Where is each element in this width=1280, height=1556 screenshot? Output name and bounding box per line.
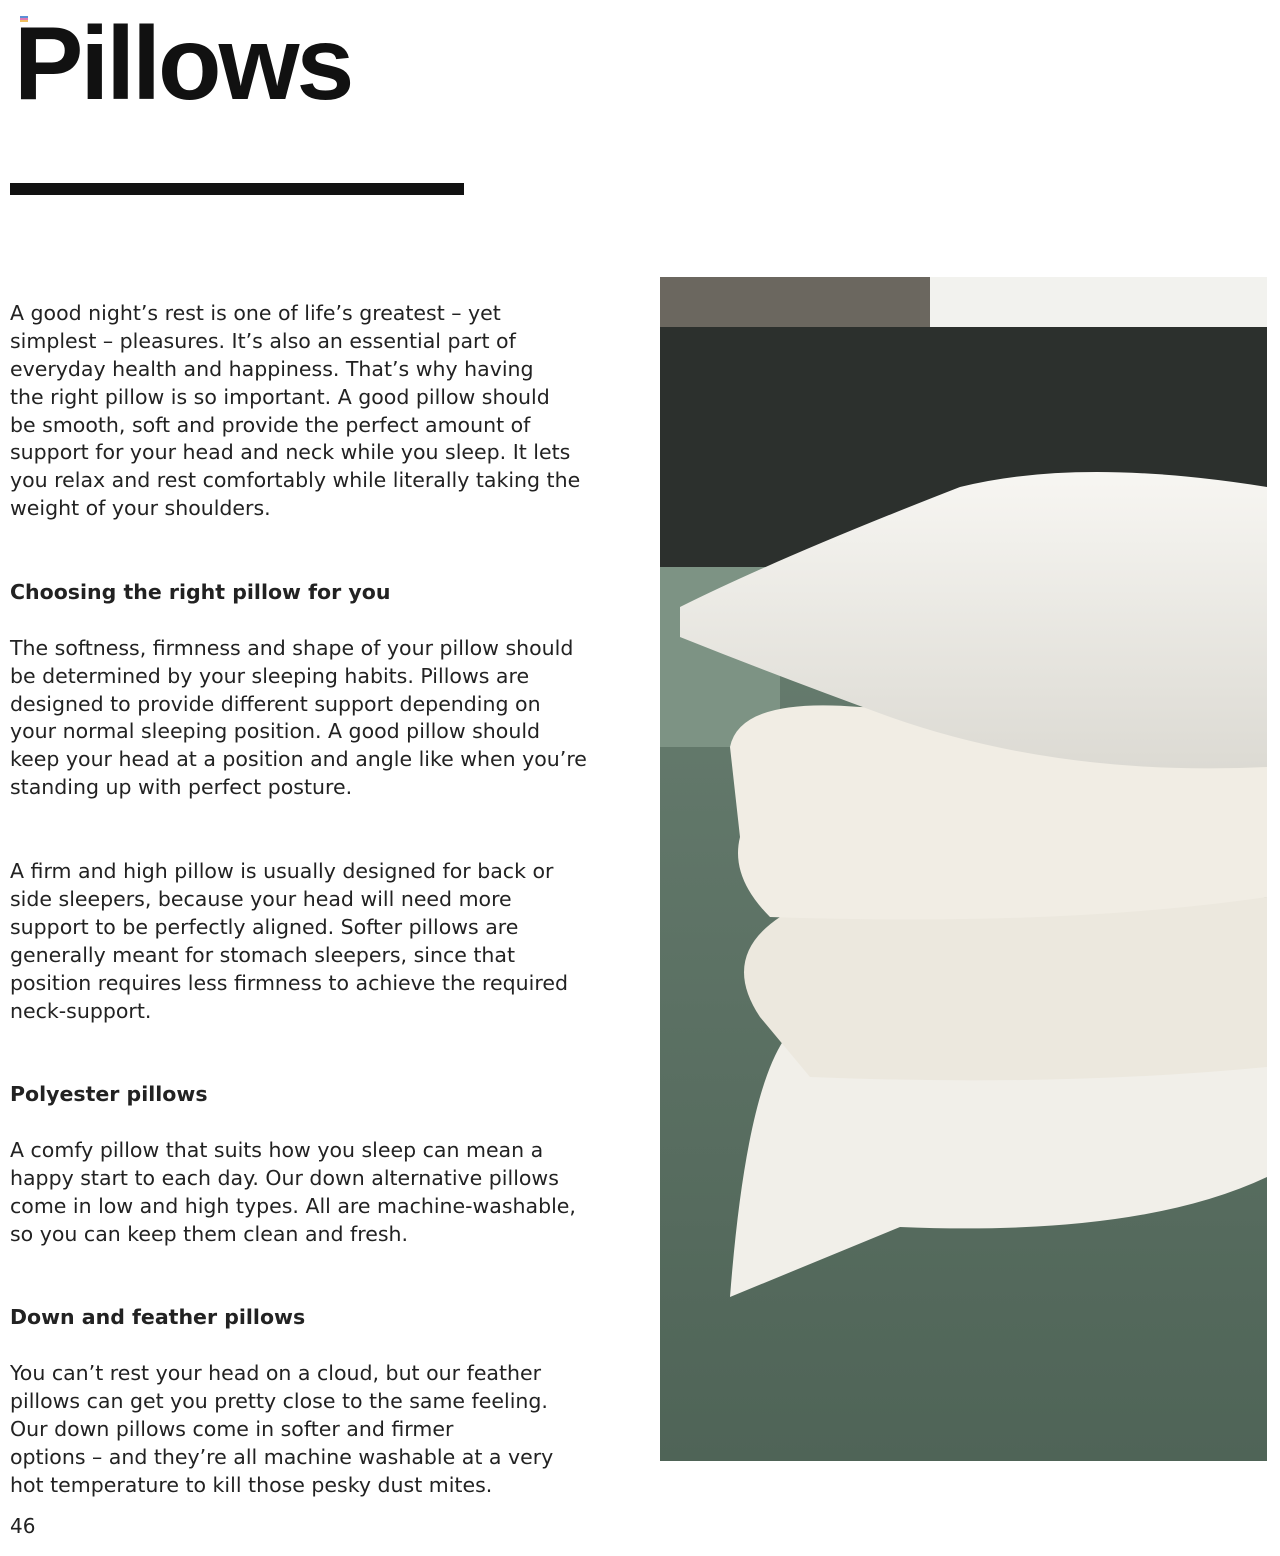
page-title: Pillows [14,6,352,122]
page-number: 46 [10,1514,36,1538]
section-paragraph: A comfy pillow that suits how you sleep can mean a happy start to each day. Our down alternative pillows come in low and high types. All are machine-washable, so you can keep them clean and fresh. [10,1138,576,1246]
section-heading: Choosing the right pillow for you [10,579,391,604]
section-paragraph: The softness, firmness and shape of your pillow should be determined by your sleeping habits. Pillows are designed to provide different support depending on your normal sleeping position. A good pillow should keep your head at a position and angle like when you’re standing up with perfect posture. [10,635,587,800]
section-paragraph: A firm and high pillow is usually designed for back or side sleepers, because your head will need more support to be perfectly aligned. Softer pillows are generally meant for stomach sleepers, since that position requires less firmness to achieve the required neck-support. [10,859,568,1023]
intro-paragraph: A good night’s rest is one of life’s greatest – yet simplest – pleasures. It’s also an essential part of everyday health and happiness. That’s why having the right pillow is so important. A good pillow should be smooth, soft and provide the perfect amount of support for your head and neck while you sleep. It lets you relax and rest comfortably while literally taking the weight of your shoulders. [10,300,581,521]
section-heading: Polyester pillows [10,1082,208,1107]
pillow-stack-photo [660,277,1267,1461]
section-heading: Down and feather pillows [10,1305,306,1330]
section-paragraph: You can’t rest your head on a cloud, but our feather pillows can get you pretty close to the same feeling. Our down pillows come in softer and firmer options – and they’re all machine washable at a very hot temperature to kill those pesky dust mites. [10,1361,554,1497]
article-body [10,272,630,1556]
title-divider [10,183,464,195]
